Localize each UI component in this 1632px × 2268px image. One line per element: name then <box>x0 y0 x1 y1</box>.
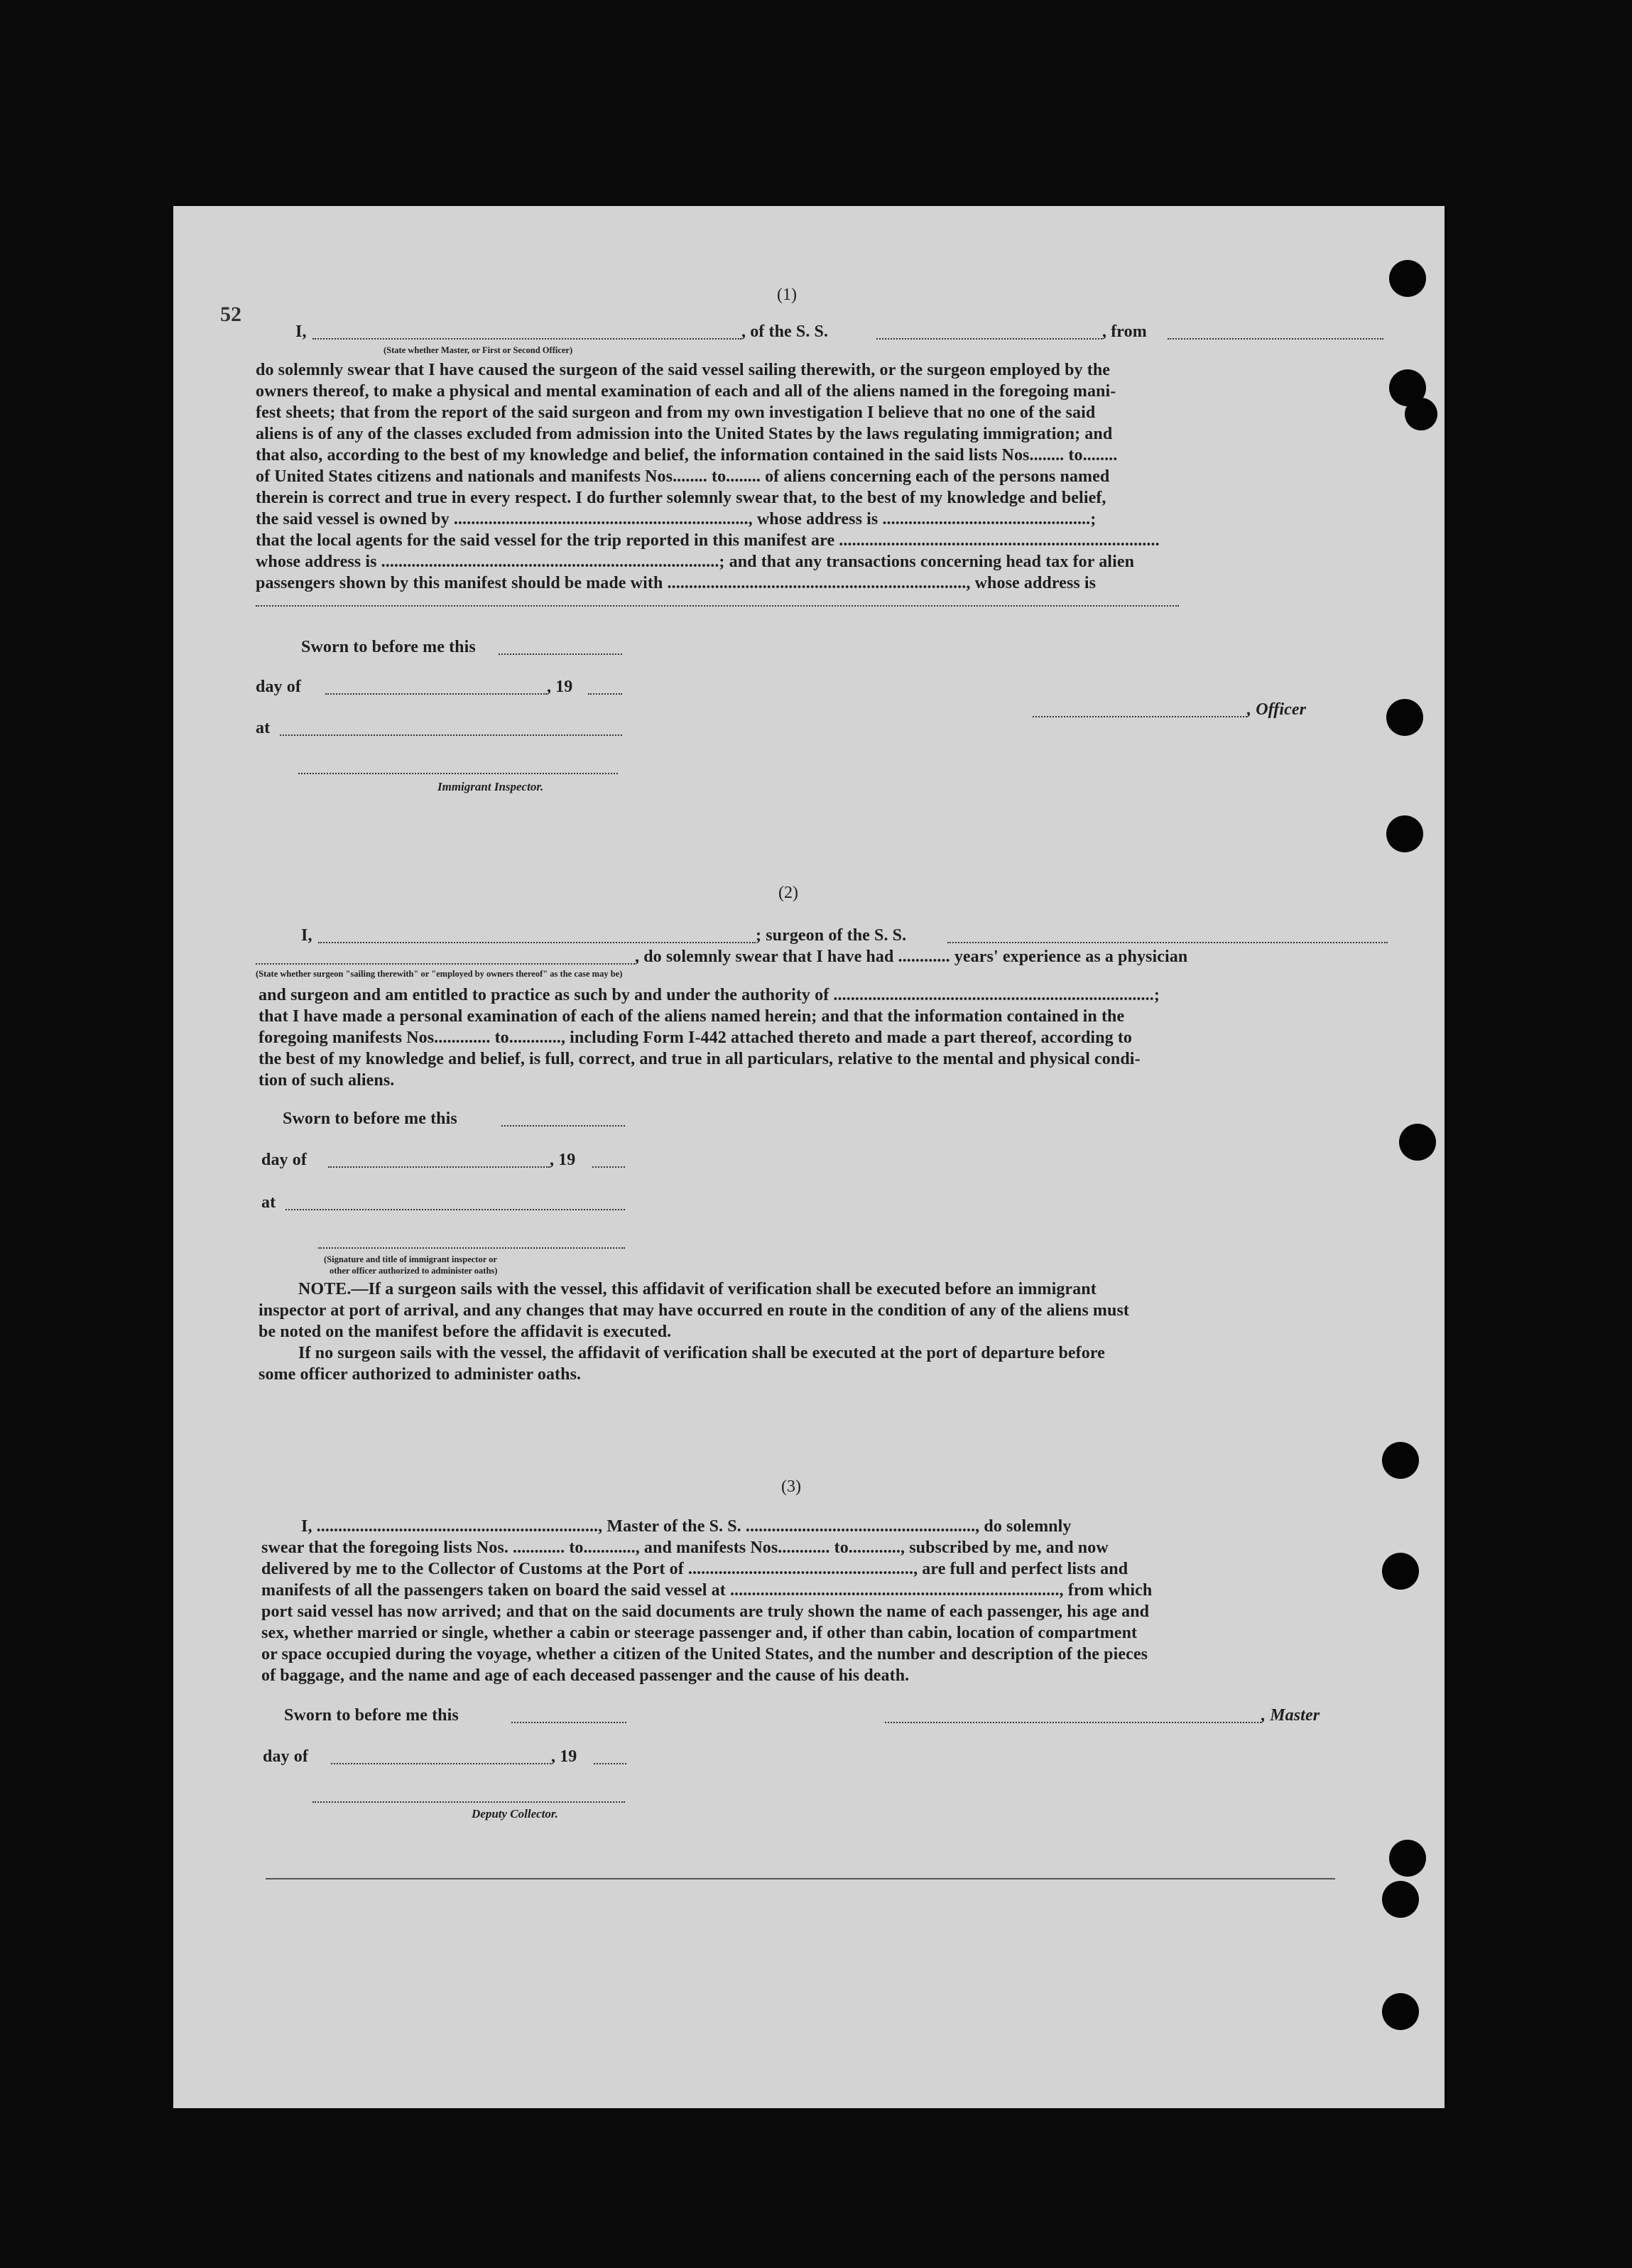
s2-note-line: NOTE.—If a surgeon sails with the vessel, this affidavit of verification shall be executed before an immigrant <box>298 1280 1097 1298</box>
s1-year-label: , 19 <box>547 678 573 696</box>
s2-i-label: I, <box>301 926 312 945</box>
s1-officer-label: , Officer <box>1247 700 1307 719</box>
s1-body-line: that also, according to the best of my knowledge and belief, the information contained in the said lists Nos........ to........ <box>256 446 1118 465</box>
s1-body-line: aliens is of any of the classes excluded from admission into the United States by the laws regulating immigration; and <box>256 425 1113 443</box>
s1-vessel-label: , of the S. S. <box>741 322 829 341</box>
s2-capacity-blank <box>256 963 635 965</box>
s1-i-label: I, <box>295 322 307 341</box>
s2-body-line: the best of my knowledge and belief, is full, correct, and true in all particulars, relative to the mental and physical condi- <box>259 1050 1141 1068</box>
s2-at-blank <box>285 1209 625 1210</box>
s2-sworn-blank <box>501 1125 625 1127</box>
s1-from-label: , from <box>1102 322 1147 341</box>
binder-hole <box>1382 1881 1419 1918</box>
s1-body-line: owners thereof, to make a physical and mental examination of each and all of the aliens named in the foregoing mani- <box>256 382 1116 401</box>
s2-years-line: , do solemnly swear that I have had ............ years' experience as a physician <box>635 948 1188 966</box>
s2-surgeon-label: ; surgeon of the S. S. <box>756 926 907 945</box>
s2-at-label: at <box>261 1193 276 1212</box>
s1-body-line: do solemnly swear that I have caused the surgeon of the said vessel sailing therewith, or the surgeon employed by the <box>256 361 1111 379</box>
s2-sworn-label: Sworn to before me this <box>283 1109 457 1128</box>
s3-body-line: swear that the foregoing lists Nos. ............ to............, and manifests Nos............ to............, subscribed by me, and now <box>261 1539 1109 1557</box>
s3-body-line: delivered by me to the Collector of Customs at the Port of ...................................................., are full and perfect lists and <box>261 1560 1128 1578</box>
binder-hole <box>1386 699 1423 736</box>
section-3-number: (3) <box>781 1477 801 1496</box>
s1-body-line: whose address is ..............................................................................; and that any transactions concerning head tax for alien <box>256 553 1135 571</box>
s2-body-line: and surgeon and am entitled to practice as such by and under the authority of ..........................................................................; <box>259 986 1160 1004</box>
s3-body-line: sex, whether married or single, whether a cabin or steerage passenger and, if other than cabin, location of compartment <box>261 1624 1138 1642</box>
manifest-sheet <box>173 206 1445 2108</box>
bottom-rule <box>266 1878 1335 1879</box>
s1-body-line: therein is correct and true in every respect. I do further solemnly swear that, to the best of my knowledge and belief, <box>256 489 1106 507</box>
binder-hole <box>1389 1840 1426 1877</box>
s1-officer-signature-blank <box>1033 716 1247 717</box>
s3-day-blank <box>331 1763 551 1764</box>
s1-at-label: at <box>256 719 271 737</box>
s1-officer-blank <box>312 338 741 340</box>
s3-body-line: manifests of all the passengers taken on board the said vessel at ............................................................................, from which <box>261 1581 1153 1600</box>
s1-year-blank <box>588 693 622 695</box>
s2-capacity-note: (State whether surgeon "sailing therewith" or "employed by owners thereof" as the case may be) <box>256 969 623 979</box>
s2-note-line: be noted on the manifest before the affidavit is executed. <box>259 1323 672 1341</box>
s2-note-line: If no surgeon sails with the vessel, the affidavit of verification shall be executed at the port of departure before <box>298 1344 1105 1362</box>
s3-year-label: , 19 <box>551 1747 577 1766</box>
s2-note-line: some officer authorized to administer oaths. <box>259 1365 582 1384</box>
s3-body-line: or space occupied during the voyage, whether a citizen of the United States, and the number and description of the pieces <box>261 1645 1148 1664</box>
s2-body-line: tion of such aliens. <box>259 1071 395 1090</box>
s2-note-line: inspector at port of arrival, and any changes that may have occurred en route in the condition of any of the aliens must <box>259 1301 1129 1320</box>
s2-day-of-label: day of <box>261 1151 307 1169</box>
binder-hole <box>1386 815 1423 852</box>
s3-sworn-label: Sworn to before me this <box>284 1706 459 1725</box>
s1-at-blank <box>280 734 622 736</box>
s1-officer-note: (State whether Master, or First or Second Officer) <box>383 345 573 355</box>
s1-inspector-label: Immigrant Inspector. <box>437 780 544 793</box>
s1-day-blank <box>325 693 547 695</box>
binder-hole <box>1382 1993 1419 2030</box>
binder-hole <box>1405 398 1437 430</box>
s3-day-of-label: day of <box>263 1747 308 1766</box>
section-2-number: (2) <box>778 884 798 902</box>
s1-sworn-blank <box>499 653 622 655</box>
page-number: 52 <box>220 303 241 326</box>
s3-master-signature-blank <box>885 1722 1261 1723</box>
binder-hole <box>1389 260 1426 297</box>
s3-body-line: of baggage, and the name and age of each deceased passenger and the cause of his death. <box>261 1666 910 1685</box>
s2-signature-note-2: other officer authorized to administer oaths) <box>330 1266 498 1276</box>
s2-body-line: that I have made a personal examination of each of the aliens named herein; and that the information contained in the <box>259 1007 1125 1026</box>
s2-signature-note-1: (Signature and title of immigrant inspector or <box>324 1254 497 1264</box>
s1-inspector-signature-blank <box>298 773 618 774</box>
s2-body-line: foregoing manifests Nos............. to............, including Form I-442 attached thereto and made a part thereof, according to <box>259 1029 1133 1047</box>
s2-year-label: , 19 <box>550 1151 576 1169</box>
s1-body-line: passengers shown by this manifest should be made with ....................................................................., whose address is <box>256 574 1097 592</box>
s1-day-of-label: day of <box>256 678 301 696</box>
binder-hole <box>1382 1553 1419 1590</box>
s2-day-blank <box>328 1166 550 1168</box>
section-1-number: (1) <box>777 286 797 304</box>
s1-body-line: of United States citizens and nationals and manifests Nos........ to........ of aliens concerning each of the persons named <box>256 467 1110 486</box>
s2-name-blank <box>318 942 756 943</box>
binder-hole <box>1382 1442 1419 1479</box>
s1-sworn-label: Sworn to before me this <box>301 638 476 656</box>
binder-hole <box>1399 1124 1436 1161</box>
s1-vessel-blank <box>876 338 1102 340</box>
s1-body-line: fest sheets; that from the report of the said surgeon and from my own investigation I believe that no one of the said <box>256 403 1096 422</box>
s1-body-line: that the local agents for the said vessel for the trip reported in this manifest are .......................................................................... <box>256 531 1160 550</box>
s2-year-blank <box>592 1166 625 1168</box>
s1-from-blank <box>1168 338 1383 340</box>
s3-body-line: I, ................................................................., Master of the S. S. ....................................................., do solemnly <box>301 1517 1072 1536</box>
s3-year-blank <box>594 1763 626 1764</box>
s1-address-blank <box>256 605 1179 607</box>
s3-sworn-blank <box>511 1722 626 1723</box>
s3-collector-signature-blank <box>312 1801 625 1803</box>
s2-signature-blank <box>318 1247 625 1249</box>
s3-master-label: , Master <box>1261 1706 1320 1725</box>
s2-vessel-blank <box>947 942 1388 943</box>
s3-body-line: port said vessel has now arrived; and that on the said documents are truly shown the name of each passenger, his age and <box>261 1602 1150 1621</box>
s1-body-line: the said vessel is owned by ...................................................................., whose address is ................................................; <box>256 510 1097 528</box>
s3-collector-label: Deputy Collector. <box>472 1807 558 1821</box>
